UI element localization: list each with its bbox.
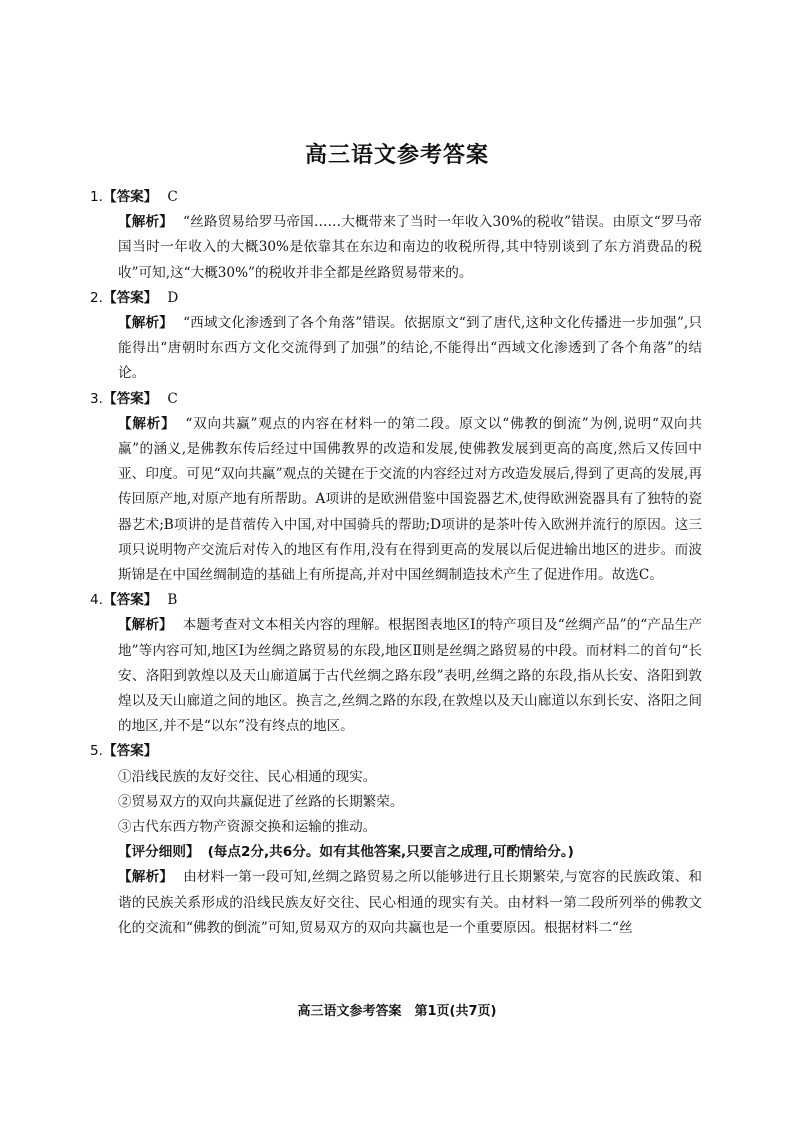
answer-label: 【答案】 (102, 743, 158, 760)
analysis-label: 【解析】 (118, 617, 173, 634)
answer-label: 【答案】 (102, 390, 158, 407)
answer-point-1: ①沿线民族的友好交往、民心相通的现实。 (118, 768, 377, 785)
answer-point-3: ③古代东西方物产资源交换和运输的推动。 (118, 819, 377, 836)
analysis-text: 本题考查对文本相关内容的理解。根据图表地区Ⅰ的特产项目及“丝绸产品”的“产品生产地”等内容可知,地区Ⅰ为丝绸之路贸易的东段,地区Ⅱ则是丝绸之路贸易的中段。而材料二的首句“长安、洛阳到敦煌以及天山廊道属于古代丝绸之路东段”表明,丝绸之路的东段,指从长安、洛阳到敦煌以及天山廊道之间的地区。换言之,丝绸之路的东段,在敦煌以及天山廊道以东到长安、洛阳之间的地区,并不是“以东”没有终点的地区。 (118, 617, 702, 735)
question-4-analysis (90, 613, 702, 739)
analysis-label: 【解析】 (118, 415, 176, 432)
answer-label: 【答案】 (102, 289, 158, 306)
scoring-text: (每点2分,共6分。如有其他答案,只要言之成理,可酌情给分。) (207, 844, 574, 861)
page-title: 高三语文参考答案 (304, 143, 489, 168)
answer-value: C (167, 390, 178, 407)
analysis-label: 【解析】 (118, 869, 174, 886)
answer-value: B (167, 592, 178, 609)
analysis-text: “丝路贸易给罗马帝国……大概带来了当时一年收入30%的税收”错误。由原文“罗马帝国当时一年收入的大概30%是依靠其在东边和南边的收税所得,其中特别谈到了东方消费品的税收”可知,这“大概30%”的税收并非全都是丝路贸易带来的。 (118, 214, 703, 281)
scoring-label: 【评分细则】 (118, 844, 200, 861)
question-2-analysis (90, 311, 702, 387)
question-number: 1. (90, 189, 103, 205)
question-number: 2. (90, 289, 103, 306)
question-1-analysis (90, 210, 702, 286)
answer-point-2: ②贸易双方的双向共赢促进了丝路的长期繁荣。 (118, 793, 404, 810)
analysis-text: “双向共赢”观点的内容在材料一的第二段。原文以“佛教的倒流”为例,说明“双向共赢”的涵义,是佛教东传后经过中国佛教界的改造和发展,使佛教发展到更高的高度,然后又传回中亚、印度。可见“双向共赢”观点的关键在于交流的内容经过对方改造发展后,得到了更高的发展,再传回原产地,对原产地有所帮助。A项讲的是欧洲借鉴中国瓷器艺术,使得欧洲瓷器具有了独特的瓷器艺术;B项讲的是苜蓿传入中国,对中国骑兵的帮助;D项讲的是茶叶传入欧洲并流行的原因。这三项只说明物产交流后对传入的地区有作用,没有在得到更高的发展以后促进输出地区的进步。而波斯锦是在中国丝绸制造的基础上有所提高,并对中国丝绸制造技术产生了促进作用。故选C。 (118, 415, 702, 584)
analysis-label: 【解析】 (118, 214, 174, 231)
answer-content (90, 185, 702, 941)
scoring-rules (90, 840, 702, 865)
question-4-answer-line (90, 588, 702, 613)
page-footer: 高三语文参考答案 第1页(共7页) (297, 1004, 497, 1019)
question-5-answer-line (90, 739, 702, 764)
analysis-label: 【解析】 (118, 315, 174, 332)
analysis-text: “西域文化渗透到了各个角落”错误。依据原文“到了唐代,这种文化传播进一步加强”,只能得出“唐朝时东西方文化交流得到了加强”的结论,不能得出“西域文化渗透到了各个角落”的结论。 (118, 315, 702, 382)
answer-value: D (167, 289, 179, 306)
answer-value: C (167, 189, 178, 205)
question-1-answer-line (90, 185, 702, 210)
question-number: 4. (90, 592, 103, 609)
question-3-analysis (90, 412, 702, 588)
question-number: 3. (90, 390, 103, 407)
answer-label: 【答案】 (102, 592, 158, 609)
question-5-analysis (90, 865, 702, 941)
question-2-answer-line (90, 286, 702, 311)
question-3-answer-line (90, 387, 702, 412)
question-number: 5. (90, 743, 103, 760)
analysis-text: 由材料一第一段可知,丝绸之路贸易之所以能够进行且长期繁荣,与宽容的民族政策、和谐的民族关系形成的沿线民族友好交往、民心相通的现实有关。由材料一第二段所列举的佛教文化的交流和“佛教的倒流”可知,贸易双方的双向共赢也是一个重要原因。根据材料二“丝 (118, 869, 703, 936)
answer-label: 【答案】 (102, 189, 158, 205)
